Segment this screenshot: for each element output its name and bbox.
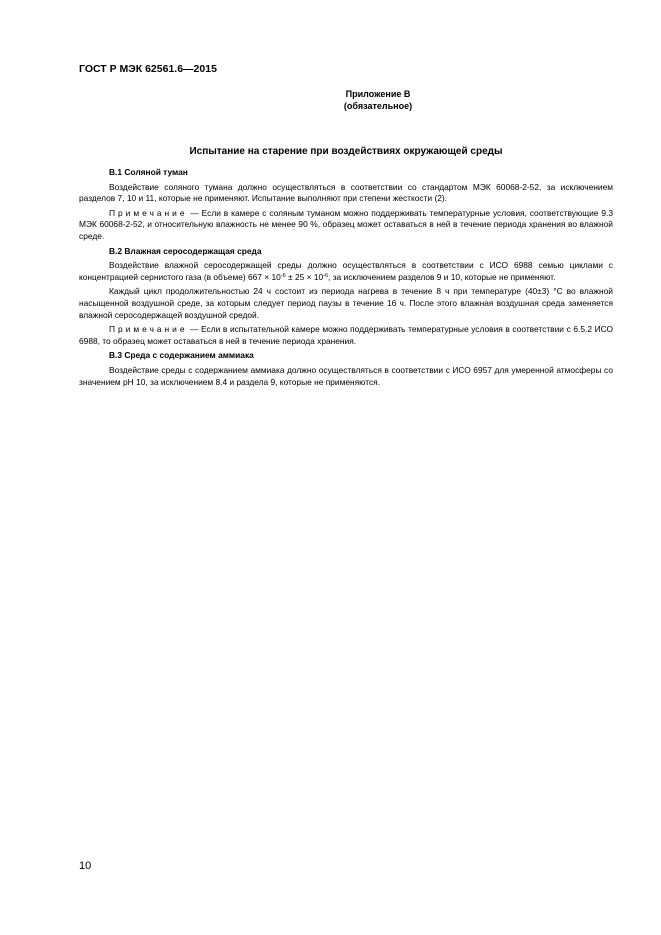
section-b2-paragraph-1 [79, 260, 613, 283]
section-heading-b2: В.2 Влажная серосодержащая среда [109, 245, 262, 256]
section-b1-paragraph: Воздействие соляного тумана должно осуществляться в соответствии со стандартом МЭК 60068-2-52, за исключением разделов 7, 10 и 11, которые не применяют. Испытание выполняют при степени жесткости (2). [79, 181, 613, 204]
section-b2-note [79, 324, 613, 347]
note-text: — Если в камере с соляным туманом можно поддерживать температурные условия, соответствующие 9.3 МЭК 60068-2-52, и относительную влажность не менее 90 %, образец может оставаться в ней в течение периода хранения во влажной среде. [79, 207, 613, 241]
note-label: Примечание [109, 207, 188, 218]
appendix-block [0, 88, 448, 112]
appendix-status: (обязательное) [343, 101, 413, 111]
appendix-title: Испытание на старение при воздействиях окружающей среды [189, 146, 503, 157]
document-id: ГОСТ Р МЭК 62561.6—2015 [79, 63, 217, 75]
section-heading-b1: В.1 Соляной туман [109, 167, 188, 177]
exponent: -6 [280, 272, 286, 279]
exponent: -6 [323, 272, 329, 279]
section-b2-paragraph-2: Каждый цикл продолжительностью 24 ч состоит из периода нагрева в течение 8 ч при температуре (40±3) °С во влажной насыщенной воздушной среде, за которым следует период паузы в течение 16 ч. После этого влажная воздушная среда заменяется влажной серосодержащей воздушной средой. [79, 286, 613, 320]
note-label: Примечание [109, 324, 188, 335]
section-heading-b3: В.3 Среда с содержанием аммиака [109, 350, 254, 361]
page-number: 10 [79, 860, 92, 872]
text-run: , за исключением разделов 9 и 10, которые не применяют. [328, 271, 556, 282]
note-text: — Если в испытательной камере можно поддерживать температурные условия в соответствии с 6.5.2 ИСО 6988, то образец может оставаться в ней в течение периода хранения. [79, 324, 613, 346]
text-run: Воздействие влажной серосодержащей среды должно осуществляться в соответствии с ИСО 6988 семью циклами с концентрацией сернистого газа (в объеме) 667 × 10 [79, 260, 613, 282]
appendix-label: Приложение В [345, 89, 411, 99]
document-body [79, 166, 613, 391]
text-run: ± 25 × 10 [285, 271, 324, 282]
section-b1-note [79, 208, 613, 243]
section-b3-paragraph: Воздействие среды с содержанием аммиака должно осуществляться в соответствии с ИСО 6957 для умеренной атмосферы со значением рН 10, за исключением 8.4 и раздела 9, которые не применяются. [79, 364, 613, 387]
